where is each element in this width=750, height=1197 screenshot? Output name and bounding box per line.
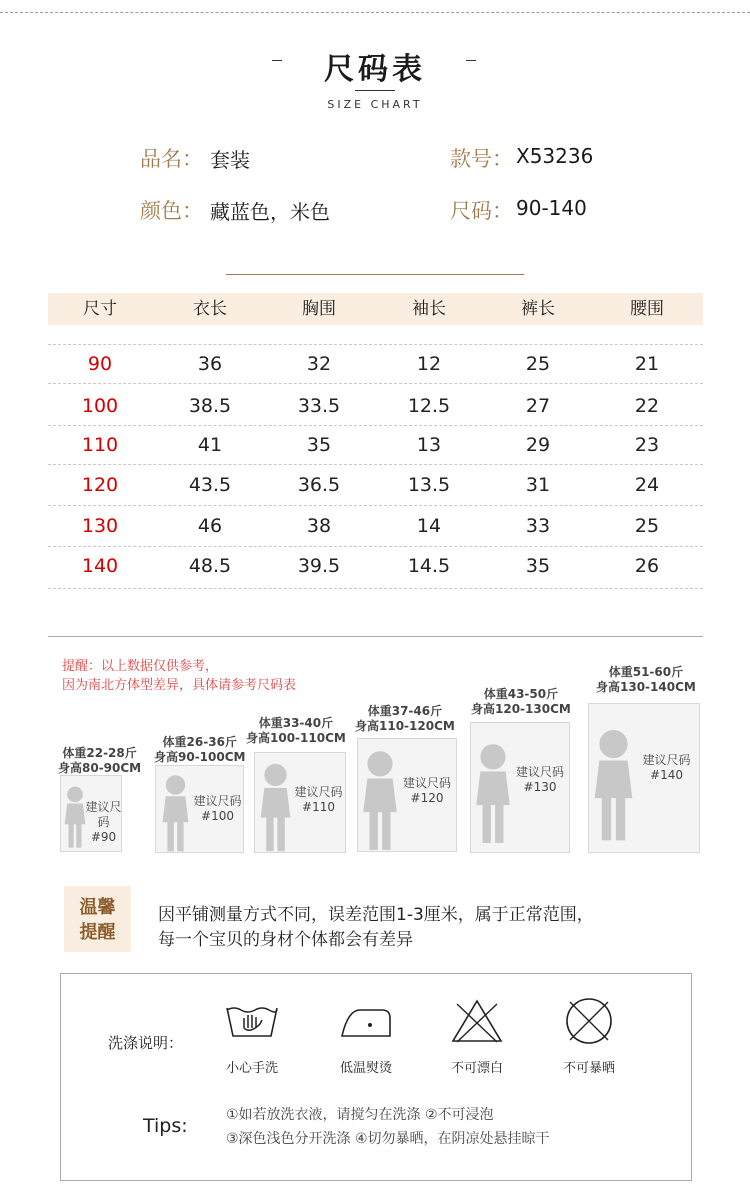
tips-line-2: ③深色浅色分开洗涤 ④切勿暴晒，在阴凉处悬挂晾干 <box>226 1131 550 1147</box>
height-range: 身高90-100CM <box>154 750 246 764</box>
weight-range: 体重22-28斤 <box>62 746 137 760</box>
table-cell: 23 <box>634 434 660 456</box>
table-cell: 13.5 <box>407 474 451 496</box>
section-divider <box>226 274 524 275</box>
suggest-label: 建议尺码 <box>294 785 343 799</box>
suggest-label: 建议尺码 <box>642 753 691 767</box>
row-divider <box>48 383 703 384</box>
page-title: 尺码表 <box>324 52 426 87</box>
suggest-label: 建议尺码 <box>193 794 242 808</box>
title-right-dash <box>466 60 476 61</box>
header-cell: 腰围 <box>630 299 664 319</box>
suggested-size <box>397 776 457 806</box>
header-cell: 袖长 <box>412 299 446 319</box>
table-cell: 33.5 <box>297 395 341 417</box>
size-cell: 140 <box>81 555 119 577</box>
child-silhouette-icon <box>157 772 194 853</box>
height-guide-label <box>355 704 455 734</box>
row-divider <box>48 344 703 345</box>
suggested-size <box>633 753 700 783</box>
tips-label: Tips: <box>143 1115 188 1137</box>
height-guide-label <box>246 716 346 746</box>
height-guide-label <box>471 687 571 717</box>
table-cell: 35 <box>525 555 551 577</box>
table-cell: 41 <box>197 434 223 456</box>
row-divider <box>48 505 703 506</box>
suggest-size-value: #130 <box>523 780 557 794</box>
table-cell: 46 <box>197 515 223 537</box>
height-guide-label <box>58 746 141 776</box>
header-cell: 胸围 <box>302 299 336 319</box>
suggested-size <box>191 794 244 824</box>
suggested-size <box>85 800 122 845</box>
weight-range: 体重37-46斤 <box>367 704 443 718</box>
table-cell: 27 <box>525 395 551 417</box>
care-title: 洗涤说明： <box>108 1034 184 1052</box>
suggest-label: 建议尺码 <box>515 765 564 779</box>
suggest-label: 建议尺码 <box>85 800 122 829</box>
suggest-size-value: #110 <box>302 800 335 814</box>
suggested-size <box>291 785 346 815</box>
child-silhouette-icon <box>359 747 401 852</box>
weight-range: 体重51-60斤 <box>608 665 684 679</box>
weight-range: 体重43-50斤 <box>483 687 559 701</box>
child-silhouette-icon <box>472 732 514 853</box>
table-cell: 32 <box>306 353 332 375</box>
notice-badge-label <box>64 895 131 945</box>
table-cell: 31 <box>525 474 551 496</box>
table-cell: 12.5 <box>407 395 451 417</box>
suggest-label: 建议尺码 <box>402 776 451 790</box>
suggest-size-value: #140 <box>650 768 683 782</box>
table-cell: 33 <box>525 515 551 537</box>
warning-line-1: 提醒：以上数据仅供参考， <box>62 659 219 674</box>
header-cell: 尺寸 <box>83 299 117 319</box>
row-divider <box>48 425 703 426</box>
table-cell: 36 <box>197 353 223 375</box>
low-iron-icon <box>338 1004 394 1040</box>
notice-line-2: 每一个宝贝的身材个体都会有差异 <box>158 930 413 950</box>
top-dashed-border <box>0 12 750 13</box>
table-cell: 25 <box>634 515 660 537</box>
care-label-no-sun: 不可暴晒 <box>562 1061 615 1076</box>
table-cell: 13 <box>416 434 442 456</box>
table-cell: 21 <box>634 353 660 375</box>
tips-line-1: ①如若放洗衣液，请搅匀在洗涤 ②不可浸泡 <box>226 1107 494 1123</box>
height-guide-label <box>154 735 245 765</box>
table-cell: 22 <box>634 395 660 417</box>
table-cell: 24 <box>634 474 660 496</box>
size-cell: 120 <box>81 474 119 496</box>
size-cell: 100 <box>81 395 119 417</box>
height-range: 身高130-140CM <box>596 680 696 694</box>
notice-badge-line: 温馨 <box>79 897 116 918</box>
table-cell: 48.5 <box>188 555 232 577</box>
size-cell: 110 <box>81 434 119 456</box>
product-size-value: 90-140 <box>516 196 587 220</box>
table-cell: 25 <box>525 353 551 375</box>
table-cell: 43.5 <box>188 474 232 496</box>
child-silhouette-icon <box>590 715 637 853</box>
care-label-hand-wash: 小心手洗 <box>225 1061 278 1076</box>
table-cell: 14.5 <box>407 555 451 577</box>
page-subtitle: SIZE CHART <box>327 98 423 111</box>
header-cell: 裤长 <box>521 299 555 319</box>
row-divider <box>48 546 703 547</box>
table-cell: 29 <box>525 434 551 456</box>
size-cell: 130 <box>81 515 119 537</box>
table-cell: 12 <box>416 353 442 375</box>
table-cell: 26 <box>634 555 660 577</box>
table-cell: 38.5 <box>188 395 232 417</box>
table-cell: 38 <box>306 515 332 537</box>
title-block <box>0 44 750 88</box>
notice-line-1: 因平铺测量方式不同，误差范围1-3厘米，属于正常范围， <box>158 905 594 925</box>
header-cell: 衣长 <box>193 299 227 319</box>
product-name-value: 套装 <box>210 148 250 172</box>
product-code-label: 款号： <box>450 147 513 171</box>
suggested-size <box>510 765 570 795</box>
no-sun-dry-icon <box>562 994 616 1048</box>
suggest-size-value: #100 <box>201 809 234 823</box>
height-range: 身高110-120CM <box>355 719 455 733</box>
product-name-label: 品名： <box>140 147 203 171</box>
product-color-value: 藏蓝色，米色 <box>210 200 330 224</box>
size-table-header <box>48 293 703 325</box>
care-label-low-iron: 低温熨烫 <box>339 1061 392 1076</box>
product-size-label: 尺码： <box>450 199 513 223</box>
hand-wash-icon <box>224 998 280 1040</box>
no-bleach-icon <box>450 998 504 1044</box>
notice-badge-line: 提醒 <box>79 922 116 943</box>
care-label-no-bleach: 不可漂白 <box>450 1061 503 1076</box>
title-underline <box>355 90 395 91</box>
product-code-value: X53236 <box>516 144 594 168</box>
table-cell: 36.5 <box>297 474 341 496</box>
height-range: 身高120-130CM <box>471 702 571 716</box>
suggest-size-value: #120 <box>410 791 444 805</box>
child-silhouette-icon <box>256 760 295 853</box>
row-divider <box>48 588 703 589</box>
weight-range: 体重26-36斤 <box>162 735 237 749</box>
size-cell: 90 <box>87 353 113 375</box>
warning-line-2: 因为南北方体型差异，具体请参考尺码表 <box>62 678 297 693</box>
height-range: 身高80-90CM <box>58 761 142 775</box>
weight-range: 体重33-40斤 <box>258 716 334 730</box>
row-divider <box>48 464 703 465</box>
height-range: 身高100-110CM <box>246 731 346 745</box>
height-guide-label <box>596 665 696 695</box>
suggest-size-value: #90 <box>90 830 117 844</box>
table-divider <box>48 636 703 637</box>
table-cell: 39.5 <box>297 555 341 577</box>
product-color-label: 颜色： <box>140 199 203 223</box>
table-cell: 35 <box>306 434 332 456</box>
table-cell: 14 <box>416 515 442 537</box>
